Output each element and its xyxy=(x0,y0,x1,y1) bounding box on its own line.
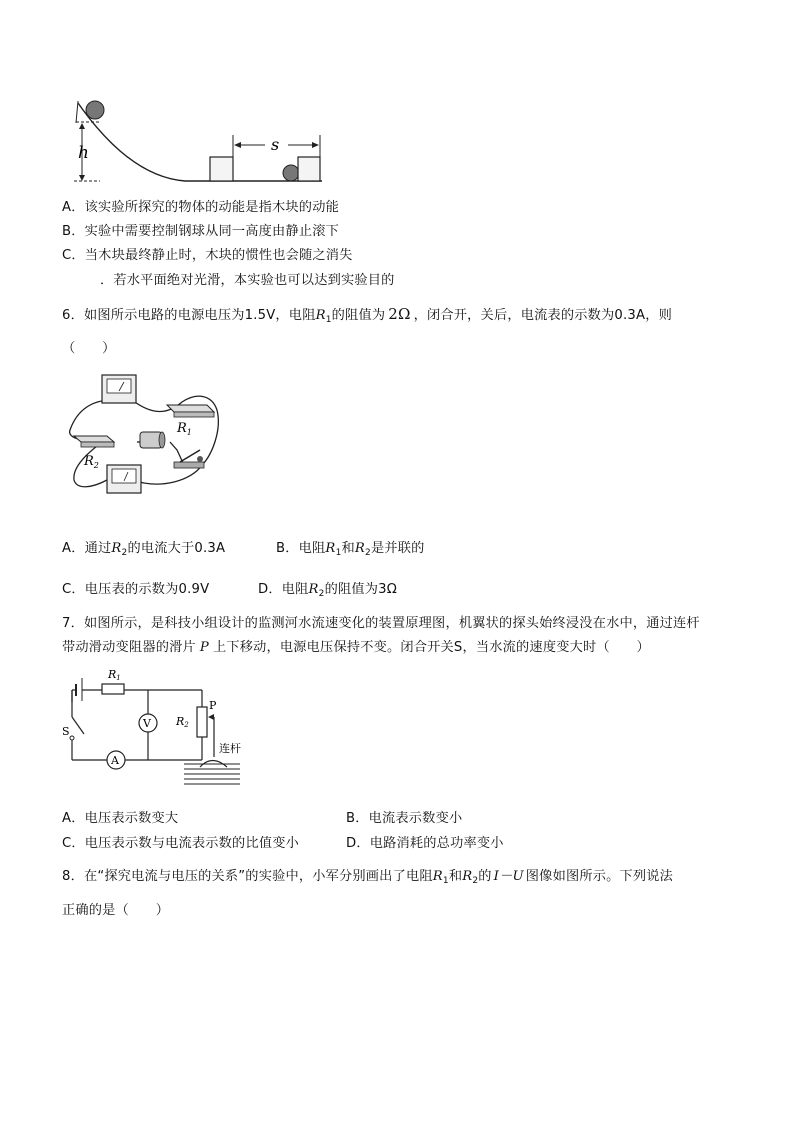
q7-option-d: D．电路消耗的总功率变小 xyxy=(346,836,504,851)
q6-option-b: B．电阻$R_1$和$R_2$是并联的 xyxy=(276,541,425,558)
q7-fig-switch-label: S xyxy=(62,725,70,738)
distance-label: s xyxy=(271,135,280,154)
ramp-experiment-figure xyxy=(60,95,330,190)
q7-stem-line1: 7．如图所示，是科技小组设计的监测河水流速变化的装置原理图，机翼状的探头始终浸没在水中，通过连杆 xyxy=(62,616,700,631)
q7-circuit-figure xyxy=(62,662,242,787)
q6-fig-r1-label: $R_1$ xyxy=(177,421,192,437)
q6-option-d: D．电阻$R_2$的阻值为3Ω xyxy=(258,582,398,599)
q7-fig-voltmeter-label: V xyxy=(143,717,151,730)
q6-answer-paren: （ ） xyxy=(62,341,116,356)
q7-fig-slider-label: P xyxy=(209,699,217,712)
q5-option-d: ．若水平面绝对光滑，本实验也可以达到实验目的 xyxy=(100,273,395,288)
wood-block-start xyxy=(210,157,233,181)
q6-circuit-figure xyxy=(62,370,227,500)
q6-option-a: A．通过$R_2$的电流大于0.3A xyxy=(62,541,226,558)
q7-stem-line2: 带动滑动变阻器的滑片 P 上下移动，电源电压保持不变。闭合开关S，当水流的速度变大时（ ） xyxy=(62,640,650,655)
q5-option-c: C．当木块最终静止时，木块的惯性也会随之消失 xyxy=(62,248,353,263)
q7-option-c: C．电压表示数与电流表示数的比值变小 xyxy=(62,836,299,851)
q7-fig-r2-label: R2 xyxy=(176,715,189,729)
q5-option-a: A．该实验所探究的物体的动能是指木块的动能 xyxy=(62,200,339,215)
q8-stem: 8．在“探究电流与电压的关系”的实验中，小军分别画出了电阻$R_1$和$R_2$的 I－U 图像如图所示。下列说法 xyxy=(62,869,674,886)
q6-fig-r2-label: $R_2$ xyxy=(84,454,99,470)
q6-stem: 6．如图所示电路的电源电压为1.5V，电阻$R_1$的阻值为 2Ω ，闭合开，关后，电流表的示数为0.3A，则 xyxy=(62,305,673,325)
q7-fig-ammeter-label: A xyxy=(111,754,119,767)
q8-stem-line2: 正确的是（ ） xyxy=(62,903,170,918)
q7-fig-rod-label: 连杆 xyxy=(219,742,241,755)
wood-block-end xyxy=(298,157,320,181)
q7-option-b: B．电流表示数变小 xyxy=(346,811,463,826)
q7-fig-r1-label: R1 xyxy=(108,668,121,682)
height-label: h xyxy=(78,143,89,163)
q5-option-b: B．实验中需要控制钢球从同一高度由静止滚下 xyxy=(62,224,339,239)
q6-option-c: C．电压表的示数为0.9V xyxy=(62,582,210,597)
q7-option-a: A．电压表示数变大 xyxy=(62,811,179,826)
